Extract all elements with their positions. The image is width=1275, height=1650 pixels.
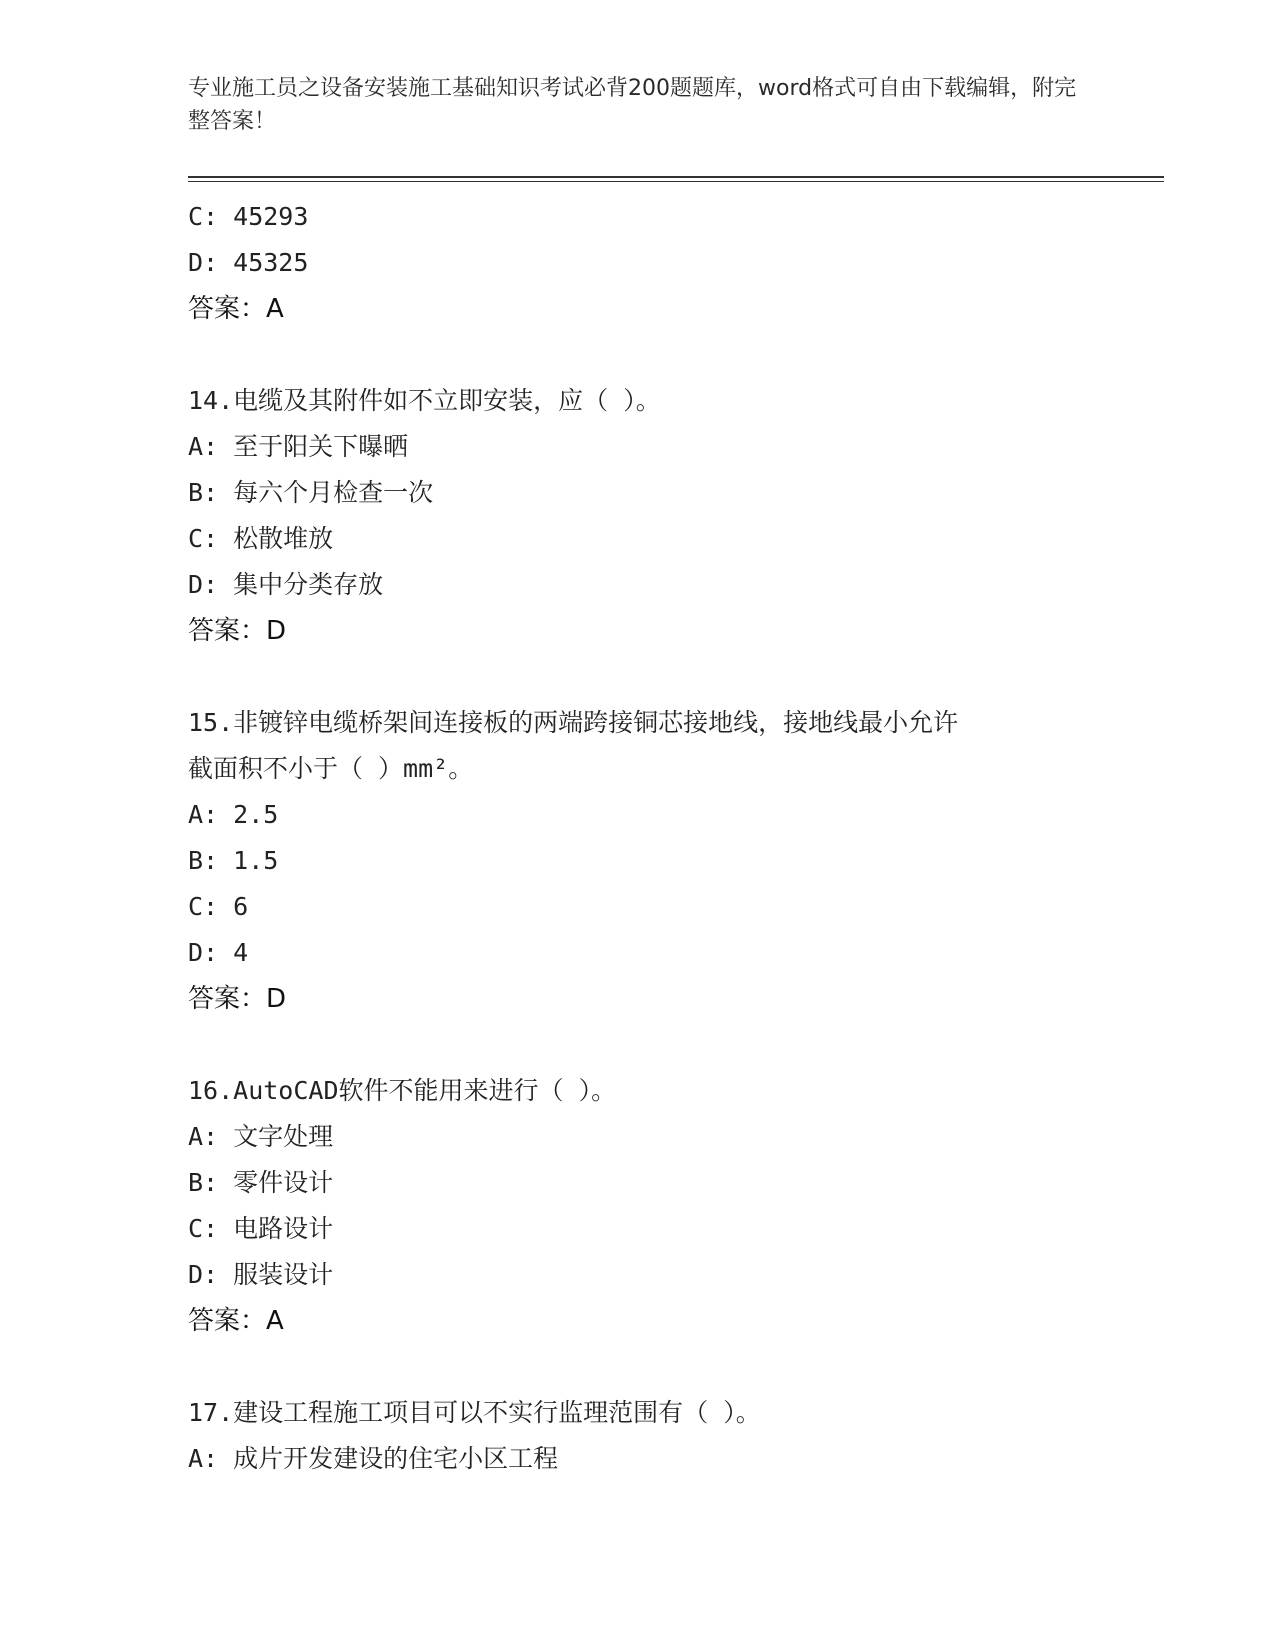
question-list [188,194,1088,1482]
option-c: C: 6 [188,892,249,921]
option-c: C: 45293 [188,202,309,231]
header-rule-thick [188,176,1164,178]
document-header: 专业施工员之设备安装施工基础知识考试必背200题题库，word格式可自由下载编辑，附完整答案！ [188,76,1077,134]
option-d: D: 服装设计 [188,1260,334,1289]
question-stem: 16.AutoCAD软件不能用来进行（ ）。 [188,1076,617,1105]
option-b: B: 每六个月检查一次 [188,478,434,507]
option-a: A: 成片开发建设的住宅小区工程 [188,1444,559,1473]
option-c: C: 电路设计 [188,1214,334,1243]
option-d: D: 集中分类存放 [188,570,384,599]
question-stem-continued: 截面积不小于（ ）mm²。 [188,754,474,783]
answer-line: 答案：A [188,1306,284,1336]
question-stem: 17.建设工程施工项目可以不实行监理范围有（ ）。 [188,1398,761,1427]
answer-line: 答案：D [188,984,287,1014]
answer-line: 答案：A [188,294,284,324]
option-d: D: 45325 [188,248,309,277]
option-b: B: 零件设计 [188,1168,334,1197]
answer-line: 答案：D [188,616,287,646]
option-a: A: 文字处理 [188,1122,334,1151]
option-a: A: 至于阳关下曝晒 [188,432,409,461]
header-rule-thin [188,181,1164,182]
question-stem: 14.电缆及其附件如不立即安装，应（ ）。 [188,386,661,415]
question-stem: 15.非镀锌电缆桥架间连接板的两端跨接铜芯接地线，接地线最小允许 [188,708,959,737]
option-a: A: 2.5 [188,800,279,829]
option-d: D: 4 [188,938,249,967]
option-c: C: 松散堆放 [188,524,334,553]
option-b: B: 1.5 [188,846,279,875]
